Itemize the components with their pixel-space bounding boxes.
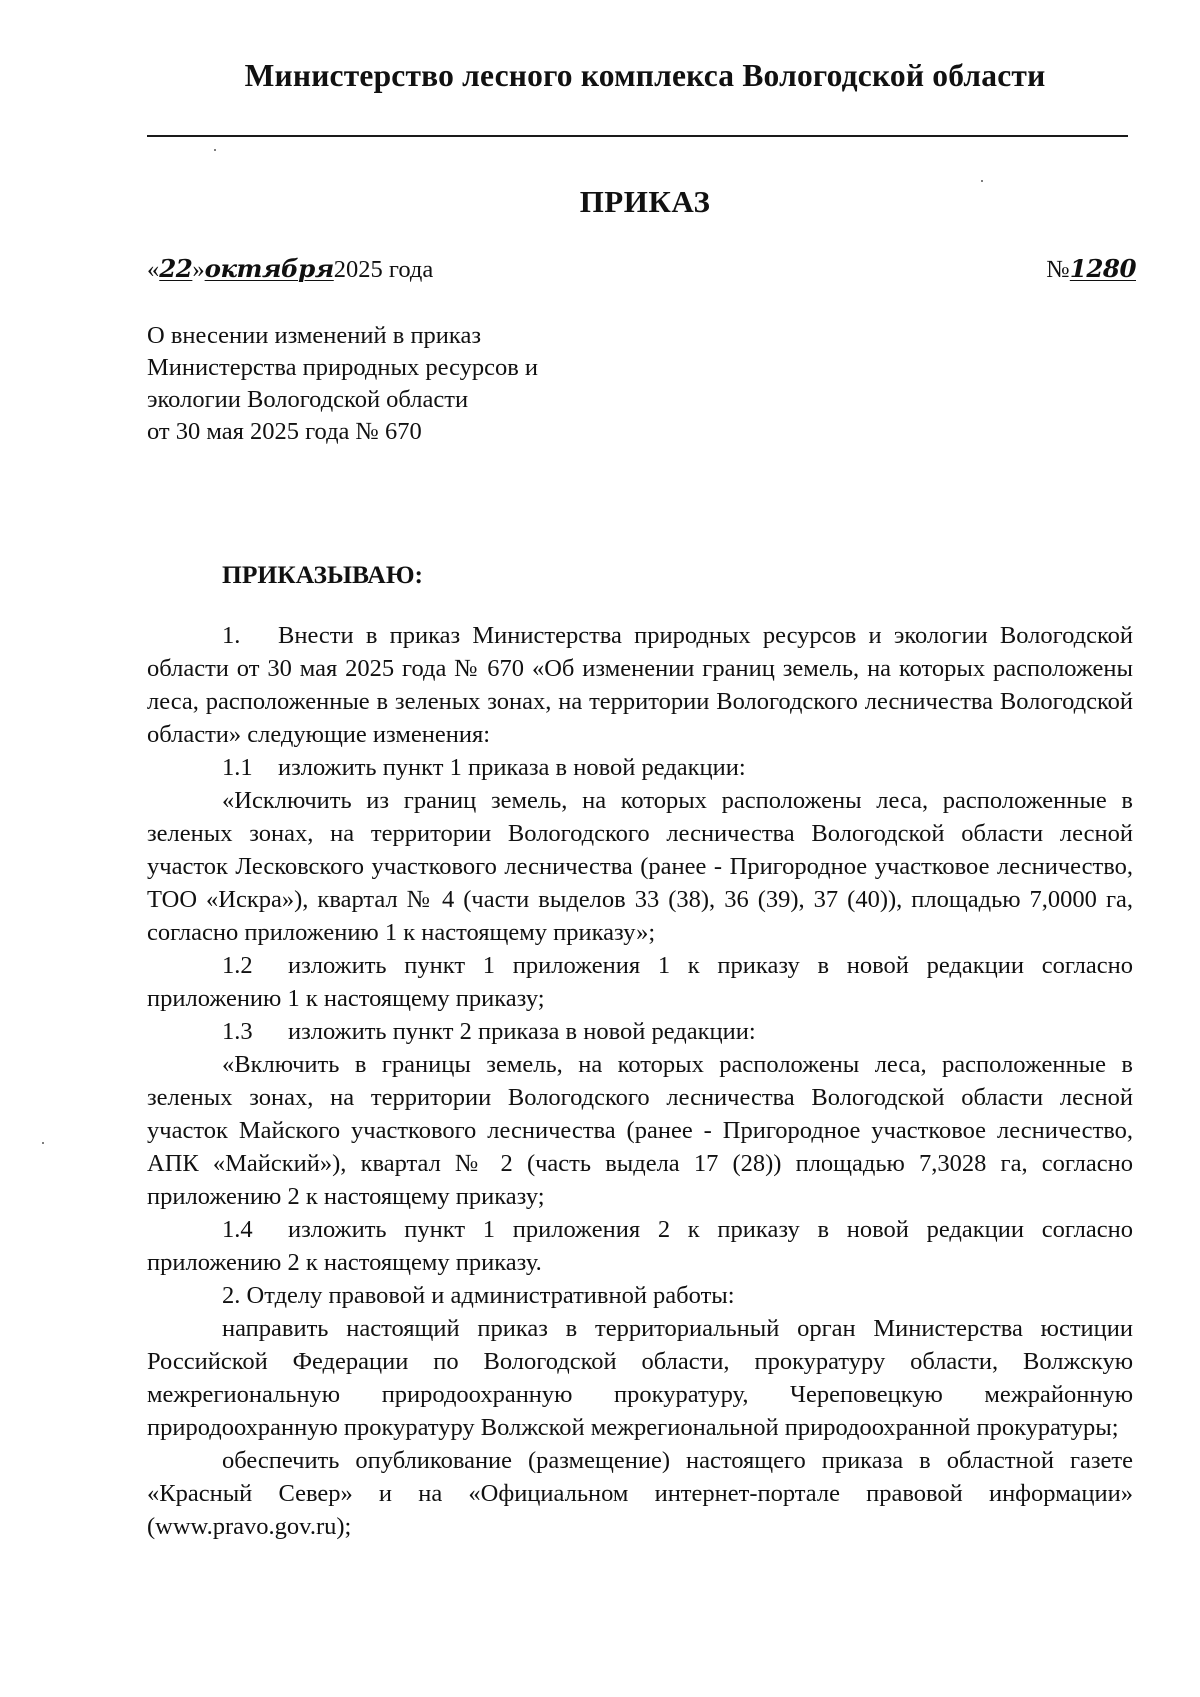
header-divider: [147, 135, 1128, 137]
document-body: [147, 619, 1133, 1543]
orders-heading: ПРИКАЗЫВАЮ:: [222, 560, 424, 589]
document-title: ПРИКАЗ: [579, 184, 711, 219]
paragraph-1-3: [147, 1015, 1133, 1048]
document-subject: [147, 320, 538, 448]
number-prefix: №: [1046, 256, 1070, 283]
scan-speck: [42, 1142, 44, 1144]
subject-line: от 30 мая 2025 года № 670: [147, 418, 422, 445]
subject-line: Министерства природных ресурсов и: [147, 354, 539, 381]
paragraph-1-3-quote: «Включить в границы земель, на которых расположены леса, расположенные в зеленых зонах, на территории Вологодского лесничества Вологодской области лесной участок Майского участкового лесничества (ранее - Пригородное участковое лесничество, АПК «Майский»), квартал № 2 (часть выдела 17 (28)) площадью 7,3028 га, согласно приложению 2 к настоящему приказу;: [147, 1051, 1133, 1210]
paragraph-text: изложить пункт 2 приказа в новой редакции:: [288, 1018, 756, 1045]
paragraph-1-1: [147, 751, 1133, 784]
date-month-handwritten: октября: [204, 254, 334, 283]
organization-name: Министерство лесного комплекса Вологодской области: [244, 58, 1046, 93]
paragraph-text: Внести в приказ Министерства природных ресурсов и экологии Вологодской области от 30 мая 2025 года № 670 «Об изменении границ земель, на которых расположены леса, расположенные в зеленых зонах, на территории Вологодского лесничества Вологодской области» следующие изменения:: [147, 622, 1133, 748]
date-close-quote: »: [192, 256, 205, 283]
paragraph-1-4: [147, 1213, 1133, 1279]
scan-speck: [981, 180, 983, 182]
paragraph-1: [147, 619, 1133, 751]
paragraph-1-1-quote: «Исключить из границ земель, на которых расположены леса, расположенные в зеленых зонах, на территории Вологодского лесничества Вологодской области лесной участок Лесковского участкового лесничества (ранее - Пригородное участковое лесничество, ТОО «Искра»), квартал № 4 (части выделов 33 (38), 36 (39), 37 (40)), площадью 7,0000 га, согласно приложению 1 к настоящему приказу»;: [147, 787, 1133, 946]
subject-line: О внесении изменений в приказ: [147, 322, 482, 349]
paragraph-2-b: обеспечить опубликование (размещение) настоящего приказа в областной газете «Красный Север» и на «Официальном интернет-портале правовой информации» (www.pravo.gov.ru);: [147, 1447, 1133, 1540]
paragraph-2-a: направить настоящий приказ в территориальный орган Министерства юстиции Российской Федерации по Вологодской области, прокуратуру области, Волжскую межрегиональную природоохранную прокуратуру, Череповецкую межрайонную природоохранную прокуратуру Волжской межрегиональной природоохранной прокуратуры;: [147, 1315, 1133, 1441]
paragraph-1-2: [147, 949, 1133, 1015]
date-day-handwritten: 22: [159, 254, 193, 283]
paragraph-2: 2. Отделу правовой и административной работы:: [222, 1282, 735, 1309]
paragraph-number: 1.3: [222, 1018, 253, 1045]
date-open-quote: «: [147, 256, 160, 283]
document-date: [147, 254, 433, 284]
date-year: 2025 года: [333, 256, 434, 283]
paragraph-number: 1.: [222, 622, 241, 649]
paragraph-number: 1.2: [222, 952, 253, 979]
number-handwritten: 1280: [1069, 254, 1136, 283]
paragraph-number: 1.1: [222, 754, 253, 781]
paragraph-text: изложить пункт 1 приложения 2 к приказу в новой редакции согласно приложению 2 к настоящему приказу.: [147, 1216, 1133, 1276]
paragraph-text: изложить пункт 1 приложения 1 к приказу в новой редакции согласно приложению 1 к настоящему приказу;: [147, 952, 1133, 1012]
paragraph-text: изложить пункт 1 приказа в новой редакции:: [278, 754, 746, 781]
subject-line: экологии Вологодской области: [147, 386, 469, 413]
paragraph-number: 1.4: [222, 1216, 253, 1243]
scan-speck: [214, 149, 216, 151]
document-number: [1046, 254, 1136, 284]
